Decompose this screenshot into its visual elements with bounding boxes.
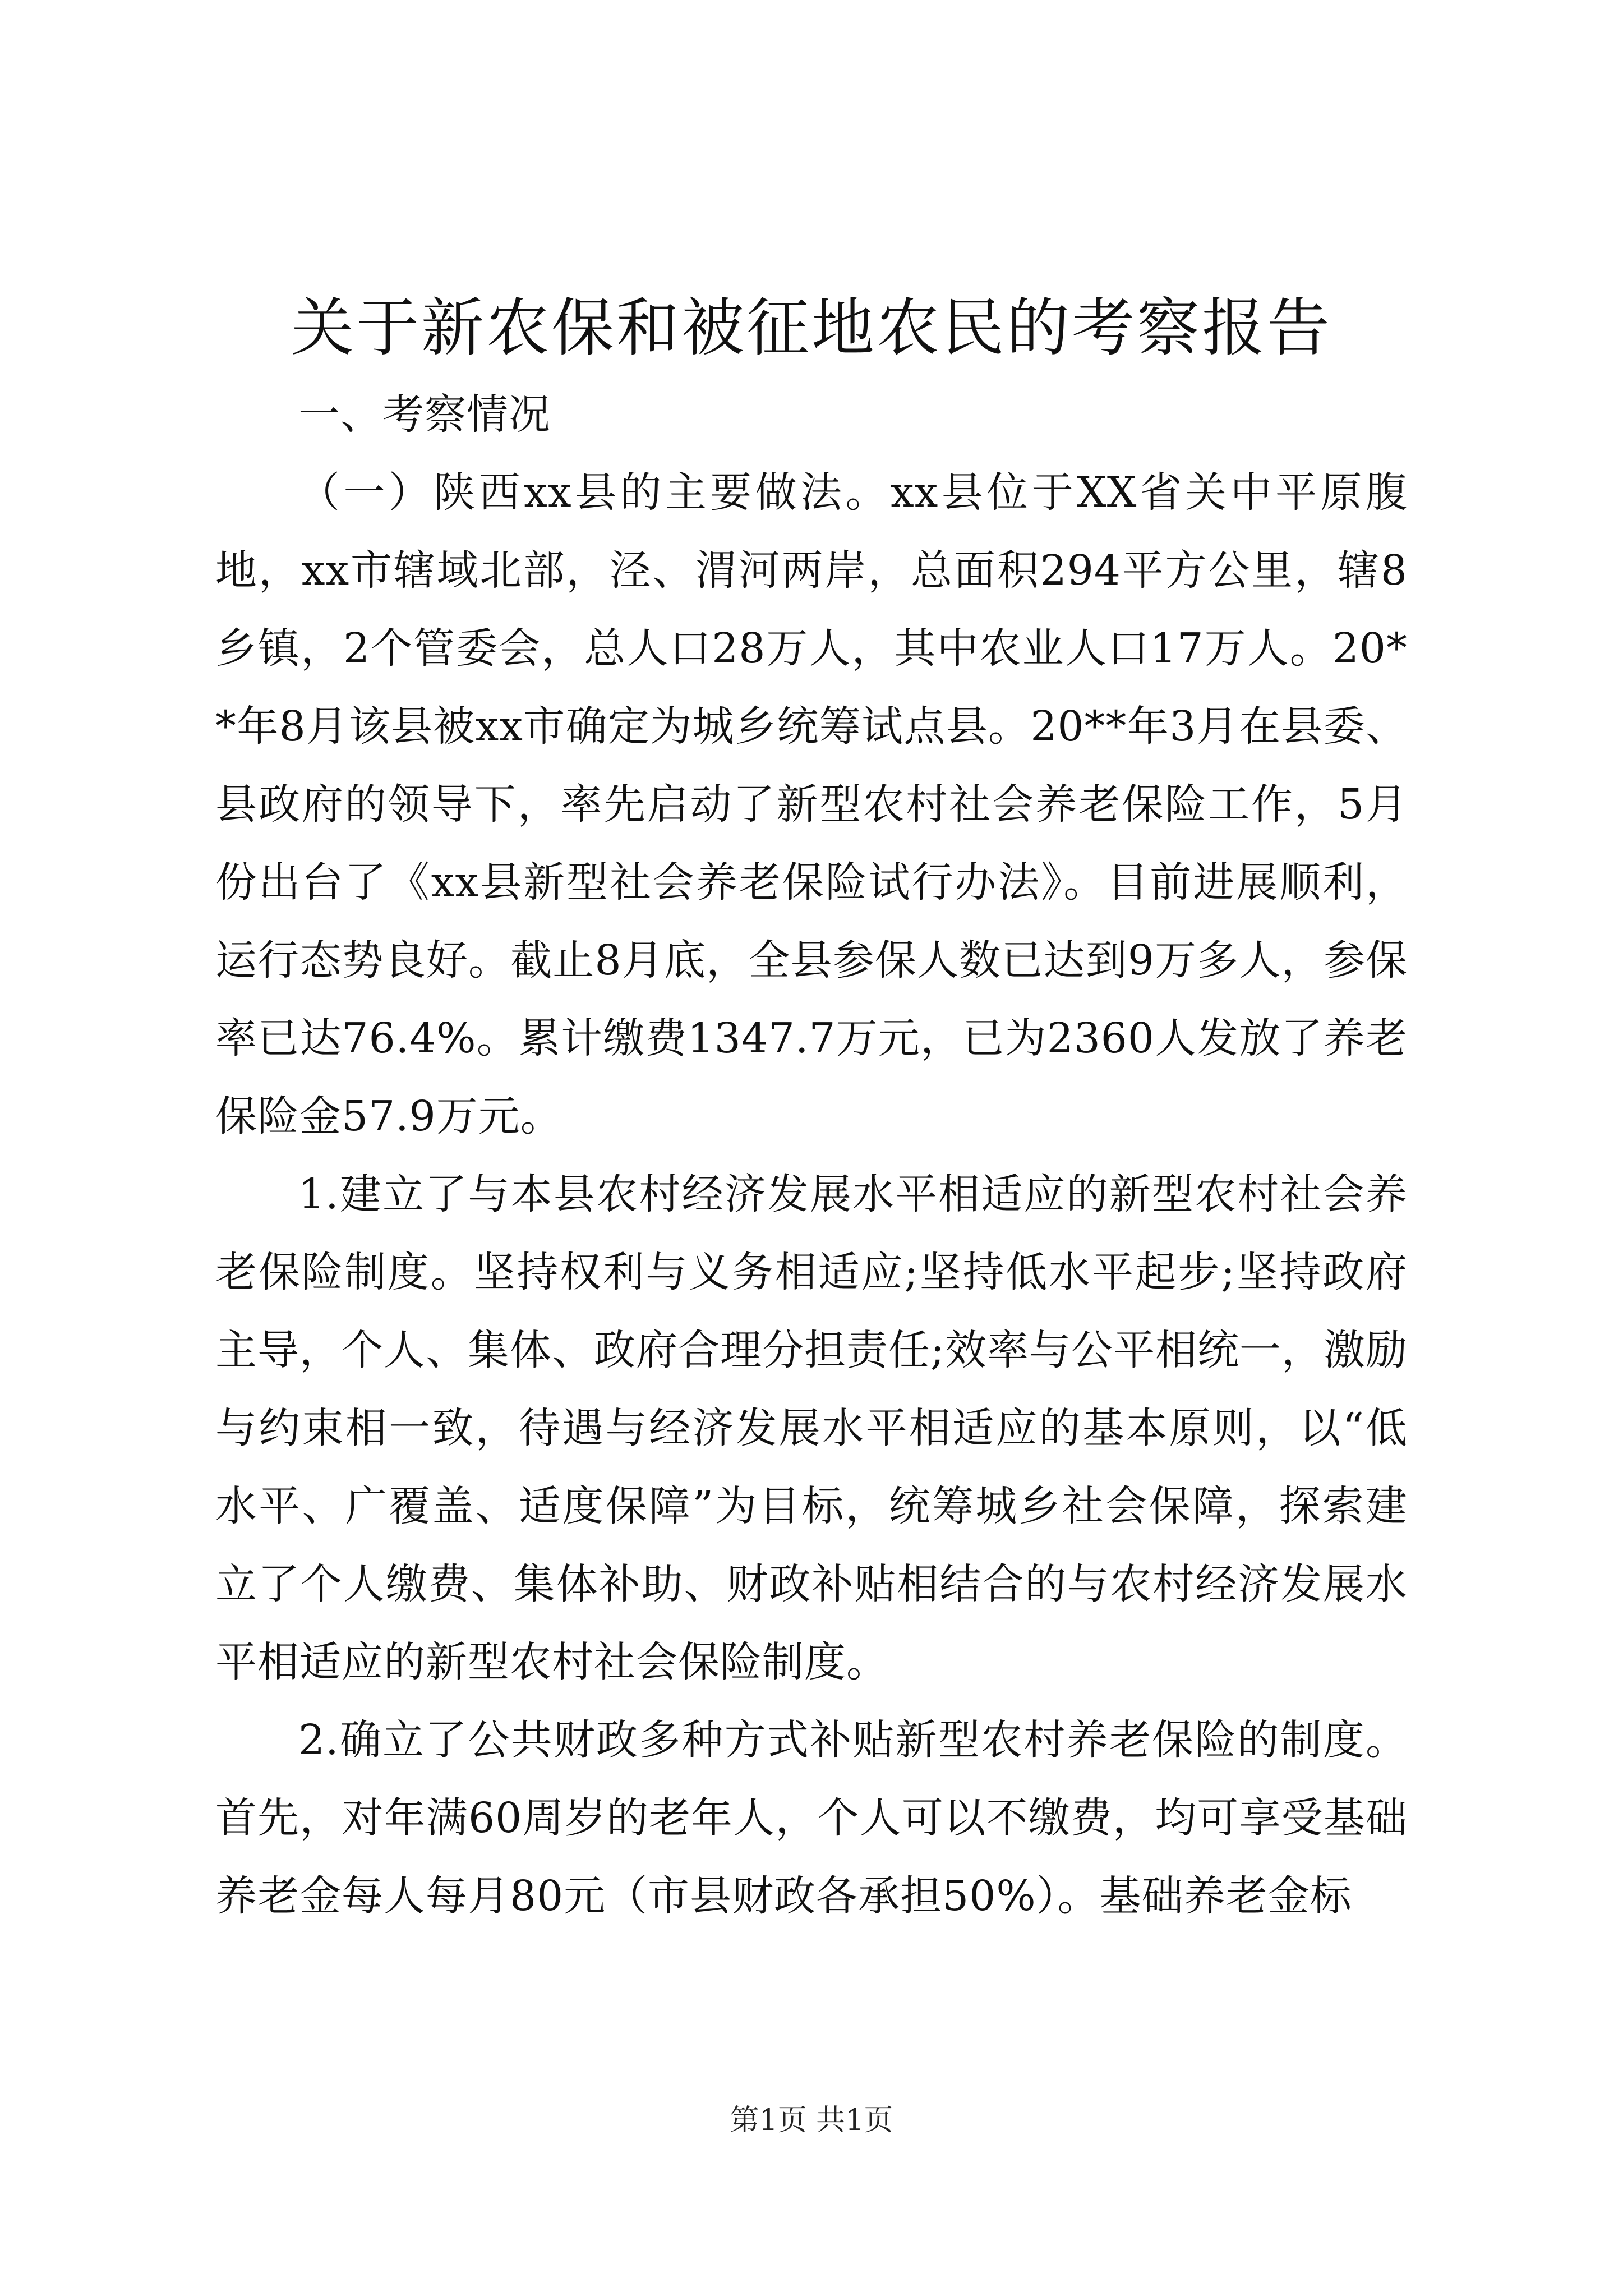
document-title: 关于新农保和被征地农民的考察报告 — [291, 292, 1332, 365]
page-footer: 第1页 共1页 — [730, 2104, 893, 2137]
document-body — [215, 376, 1408, 1935]
paragraph-point-1: 1.建立了与本县农村经济发展水平相适应的新型农村社会养老保险制度。坚持权利与义务相适应;坚持低水平起步;坚持政府主导，个人、集体、政府合理分担责任;效率与公平相统一，激励与约束相一致，待遇与经济发展水平相适应的基本原则，以“低水平、广覆盖、适度保障”为目标，统筹城乡社会保障，探索建立了个人缴费、集体补助、财政补贴相结合的与农村经济发展水平相适应的新型农村社会保险制度。 — [215, 1170, 1408, 1686]
section-heading: 一、考察情况 — [298, 390, 551, 439]
paragraph-point-2: 2.确立了公共财政多种方式补贴新型农村养老保险的制度。首先，对年满60周岁的老年人，个人可以不缴费，均可享受基础养老金每人每月80元（市县财政各承担50%）。基础养老金标 — [215, 1716, 1408, 1920]
paragraph-intro: （一）陕西xx县的主要做法。xx县位于XX省关中平原腹地，xx市辖域北部，泾、渭河两岸，总面积294平方公里，辖8乡镇，2个管委会，总人口28万人，其中农业人口17万人。20**年8月该县被xx市确定为城乡统筹试点县。20**年3月在县委、县政府的领导下，率先启动了新型农村社会养老保险工作，5月份出台了《xx县新型社会养老保险试行办法》。目前进展顺利，运行态势良好。截止8月底，全县参保人数已达到9万多人，参保率已达76.4%。累计缴费1347.7万元，已为2360人发放了养老保险金57.9万元。 — [215, 468, 1408, 1140]
